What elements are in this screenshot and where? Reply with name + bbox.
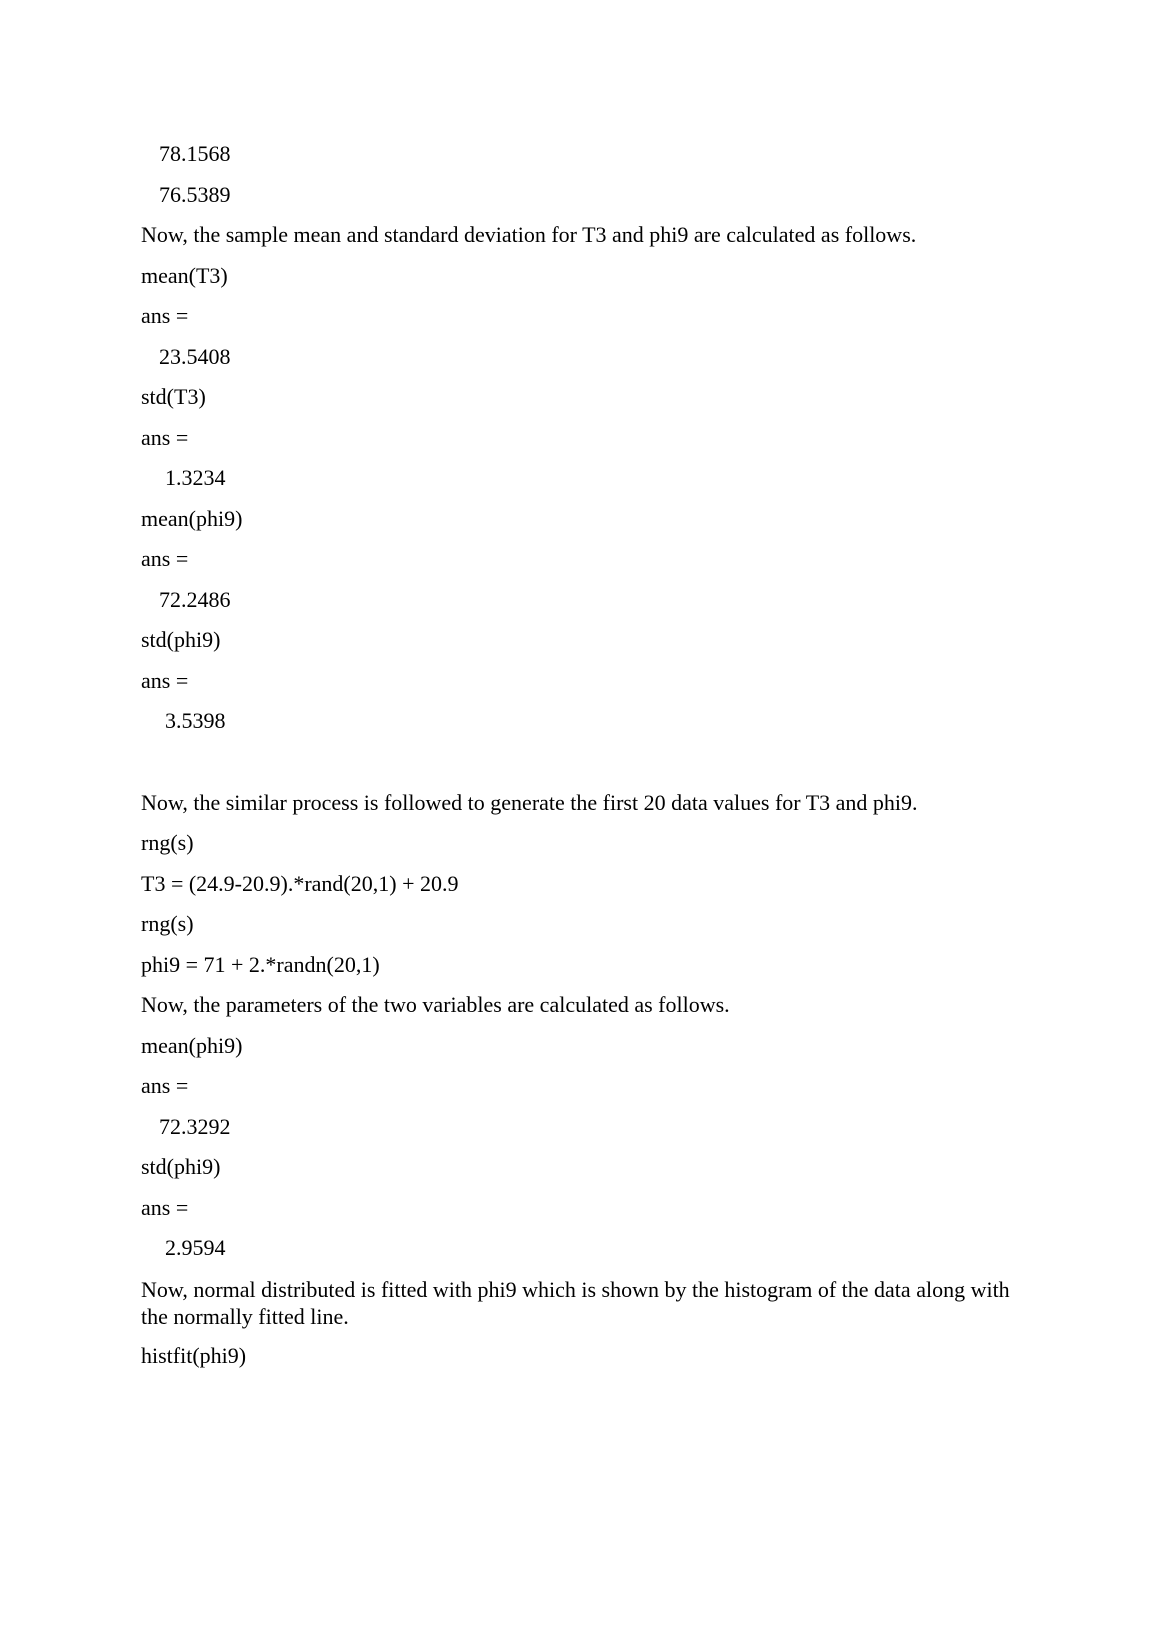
output-value: 72.3292	[159, 1114, 231, 1139]
output-value: 3.5398	[165, 708, 226, 733]
code-line: std(T3)	[141, 384, 206, 409]
ans-label: ans =	[141, 1195, 189, 1220]
output-value: 1.3234	[165, 465, 226, 490]
ans-label: ans =	[141, 425, 189, 450]
ans-label: ans =	[141, 668, 189, 693]
code-line: mean(phi9)	[141, 506, 243, 531]
code-line: mean(phi9)	[141, 1033, 243, 1058]
output-value: 78.1568	[159, 141, 231, 166]
code-line: std(phi9)	[141, 1154, 221, 1179]
output-value: 2.9594	[165, 1235, 226, 1260]
code-line: phi9 = 71 + 2.*randn(20,1)	[141, 952, 380, 977]
output-value: 76.5389	[159, 182, 231, 207]
code-line: histfit(phi9)	[141, 1343, 247, 1368]
body-text: Now, normal distributed is fitted with phi9 which is shown by the histogram of the data along with the normally fitted line.	[141, 1277, 1010, 1329]
body-text: Now, the similar process is followed to generate the first 20 data values for T3 and phi9.	[141, 790, 918, 815]
body-text: Now, the parameters of the two variables are calculated as follows.	[141, 992, 730, 1017]
code-line: mean(T3)	[141, 263, 228, 288]
code-line: T3 = (24.9-20.9).*rand(20,1) + 20.9	[141, 871, 459, 896]
body-text: Now, the sample mean and standard deviation for T3 and phi9 are calculated as follows.	[141, 222, 917, 247]
code-line: rng(s)	[141, 911, 194, 936]
ans-label: ans =	[141, 303, 189, 328]
code-line: std(phi9)	[141, 627, 221, 652]
code-line: rng(s)	[141, 830, 194, 855]
ans-label: ans =	[141, 1073, 189, 1098]
ans-label: ans =	[141, 546, 189, 571]
output-value: 72.2486	[159, 587, 231, 612]
output-value: 23.5408	[159, 344, 231, 369]
